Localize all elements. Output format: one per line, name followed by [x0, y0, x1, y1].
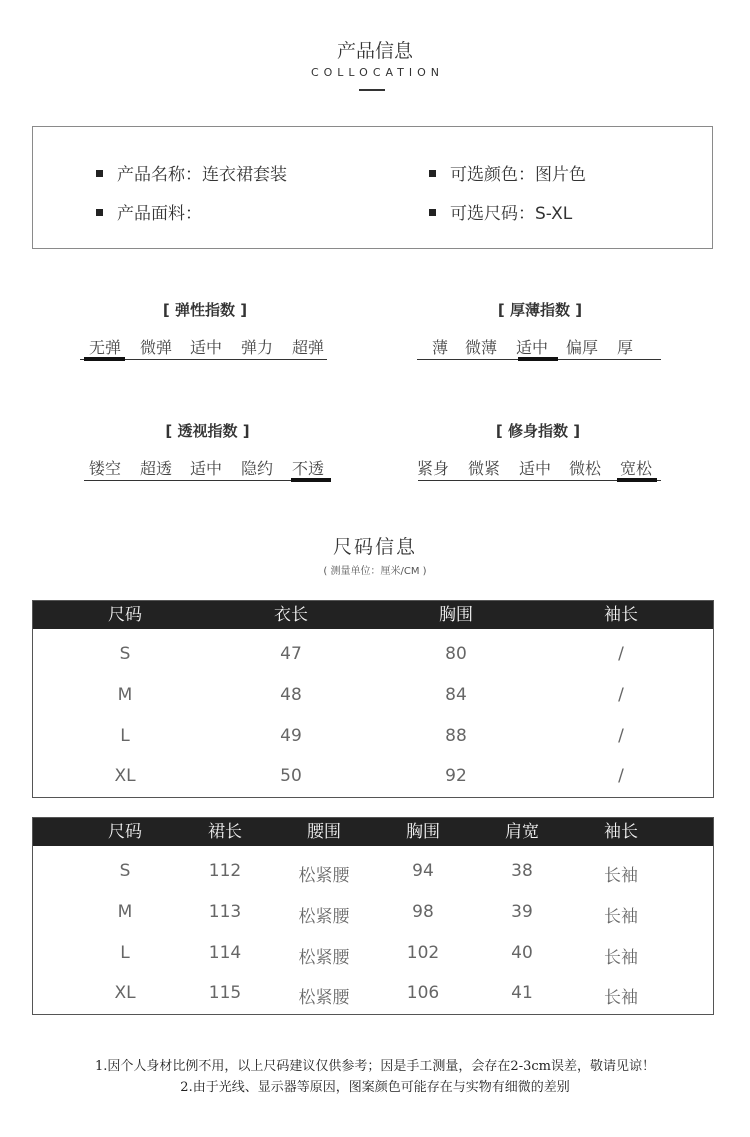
index-option: 隐约 — [241, 459, 274, 478]
table-cell: 50 — [280, 766, 302, 786]
table-cell: 47 — [280, 644, 302, 664]
index-option: 紧身 — [417, 459, 450, 478]
product-name: 产品名称：连衣裙套装 — [117, 165, 287, 185]
index-option: 适中 — [519, 459, 552, 478]
index-option: 超弹 — [292, 338, 325, 357]
table-cell: / — [618, 685, 624, 705]
index-option: 厚 — [617, 338, 634, 357]
size-table-top — [32, 600, 714, 798]
index-option: 宽松 — [620, 459, 653, 478]
header-cell: 袖长 — [604, 822, 638, 842]
table-cell: 94 — [412, 861, 434, 881]
product-color: 可选颜色：图片色 — [450, 165, 586, 185]
table-cell: 106 — [406, 983, 440, 1003]
table-header — [33, 601, 713, 629]
table-cell: 松紧腰 — [298, 988, 350, 1008]
table-header — [33, 818, 713, 846]
table-cell: 长袖 — [604, 948, 638, 968]
product-size-item — [429, 199, 572, 224]
index-option: 超透 — [140, 459, 173, 478]
header-cell: 腰围 — [307, 822, 341, 842]
table-cell: 48 — [280, 685, 302, 705]
index-option: 薄 — [432, 338, 449, 357]
header-cell: 胸围 — [406, 822, 440, 842]
table-cell: M — [117, 685, 133, 705]
table-cell: 80 — [445, 644, 467, 664]
index-option: 微薄 — [465, 338, 498, 357]
product-size: 可选尺码：S-XL — [450, 204, 573, 224]
header-cell: 衣长 — [274, 605, 308, 625]
table-cell: 39 — [511, 902, 533, 922]
table-cell: 40 — [511, 943, 533, 963]
table-cell: 49 — [280, 726, 302, 746]
table-cell: 41 — [511, 983, 533, 1003]
index-option: 微紧 — [468, 459, 501, 478]
table-cell: 114 — [208, 943, 242, 963]
index-option: 不透 — [292, 459, 325, 478]
note-line-1: 1.因个人身材比例不用，以上尺码建议仅供参考；因是手工测量，会存在2-3cm误差，敬请见谅！ — [95, 1059, 655, 1074]
table-cell: 88 — [445, 726, 467, 746]
table-cell: 84 — [445, 685, 467, 705]
index-option: 弹力 — [241, 338, 274, 357]
square-bullet-icon — [96, 170, 103, 177]
table-cell: 松紧腰 — [298, 948, 350, 968]
product-fabric: 产品面料： — [117, 204, 202, 224]
index-option: 偏厚 — [566, 338, 599, 357]
table-cell: / — [618, 726, 624, 746]
square-bullet-icon — [429, 209, 436, 216]
index-option: 镂空 — [89, 459, 122, 478]
table-cell: S — [119, 861, 131, 881]
index-selected-marker — [617, 478, 657, 482]
table-cell: / — [618, 644, 624, 664]
index-selected-marker — [84, 357, 125, 361]
table-cell: 113 — [208, 902, 242, 922]
index-title: [ 厚薄指数 ] — [497, 301, 583, 319]
index-option: 适中 — [516, 338, 549, 357]
size-table-skirt — [32, 817, 714, 1015]
index-selected-marker — [291, 478, 331, 482]
table-cell: 98 — [412, 902, 434, 922]
table-cell: 长袖 — [604, 988, 638, 1008]
square-bullet-icon — [429, 170, 436, 177]
index-option: 适中 — [190, 338, 223, 357]
table-cell: XL — [114, 983, 136, 1003]
title-divider — [359, 89, 385, 91]
note-line-2: 2.由于光线、显示器等原因，图案颜色可能存在与实物有细微的差别 — [180, 1080, 570, 1095]
index-option: 微松 — [569, 459, 602, 478]
index-option: 微弹 — [140, 338, 173, 357]
square-bullet-icon — [96, 209, 103, 216]
size-info-title: 尺码信息 — [332, 536, 417, 558]
table-cell: L — [120, 726, 130, 746]
index-selected-marker — [518, 357, 558, 361]
table-cell: 115 — [208, 983, 242, 1003]
table-cell: S — [119, 644, 131, 664]
header-cell: 胸围 — [439, 605, 473, 625]
table-cell: L — [120, 943, 130, 963]
header-cell: 尺码 — [108, 822, 142, 842]
product-color-item — [429, 160, 586, 185]
table-cell: 长袖 — [604, 907, 638, 927]
product-fabric-item — [96, 199, 202, 224]
table-cell: 长袖 — [604, 866, 638, 886]
index-title: [ 透视指数 ] — [165, 422, 250, 440]
table-cell: 112 — [208, 861, 242, 881]
header-cell: 尺码 — [108, 605, 142, 625]
header-cell: 肩宽 — [505, 822, 539, 842]
table-cell: 92 — [445, 766, 467, 786]
table-cell: 松紧腰 — [298, 907, 350, 927]
page-subtitle: COLLOCATION — [310, 66, 445, 79]
size-info-unit: ( 测量单位：厘米/CM ) — [323, 566, 427, 577]
product-name-item — [96, 160, 287, 185]
index-option: 适中 — [190, 459, 223, 478]
table-cell: M — [117, 902, 133, 922]
index-option: 无弹 — [89, 338, 122, 357]
header-cell: 裙长 — [208, 822, 242, 842]
index-title: [ 弹性指数 ] — [162, 301, 248, 319]
page-title: 产品信息 — [336, 40, 413, 62]
index-title: [ 修身指数 ] — [495, 422, 581, 440]
table-cell: XL — [114, 766, 136, 786]
table-cell: 102 — [406, 943, 440, 963]
product-info-box — [32, 126, 713, 249]
table-cell: / — [618, 766, 624, 786]
table-cell: 38 — [511, 861, 533, 881]
header-cell: 袖长 — [604, 605, 638, 625]
table-cell: 松紧腰 — [298, 866, 350, 886]
